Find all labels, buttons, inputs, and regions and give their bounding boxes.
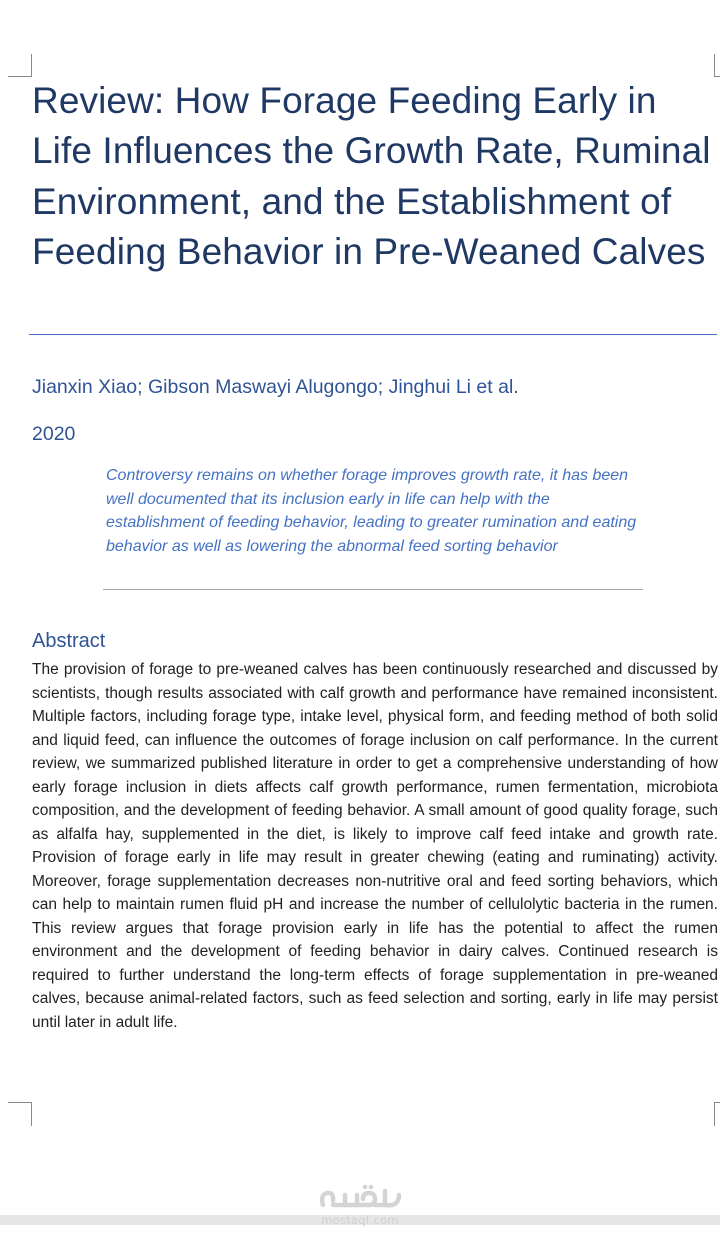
intense-quote: Controversy remains on whether forage improves growth rate, it has been well documented that its inclusion early in life can help with the establishment of feeding behavior, leading to greater rumination and eating behavior as well as lowering the abnormal feed sorting behavior — [106, 467, 637, 555]
abstract-heading: Abstract — [32, 630, 106, 652]
crop-mark-top-left — [8, 54, 32, 77]
document-title: Review: How Forage Feeding Early in Life Influences the Growth Rate, Ruminal Environment, and the Establishment of Feeding Behavior in Pre-Weaned Calves — [32, 80, 711, 273]
title-divider — [29, 334, 717, 335]
watermark-text: mostaql.com — [321, 1213, 399, 1227]
document-year: 2020 — [32, 423, 76, 445]
abstract-text: The provision of forage to pre-weaned calves has been continuously researched and discussed by scientists, though results associated with calf growth and performance have remained inconsistent. Multiple factors, including forage type, intake level, physical form, and feeding method of both solid and liquid feed, can influence the outcomes of forage inclusion on calf performance. In the current review, we summarized published literature in order to get a comprehensive understanding of how early forage inclusion in diets affects calf growth performance, rumen fermentation, microbiota composition, and the development of feeding behavior. A small amount of good quality forage, such as alfalfa hay, supplemented in the diet, is likely to improve calf feed intake and growth rate. Provision of forage early in life may result in greater chewing (eating and ruminating) activity. Moreover, forage supplementation decreases non-nutritive oral and feed sorting behaviors, which can help to maintain rumen fluid pH and increase the number of cellulolytic bacteria in the rumen. This review argues that forage provision early in life has the potential to affect the rumen environment and the development of feeding behavior in dairy calves. Continued research is required to further understand the long-term effects of forage supplementation in pre-weaned calves, because animal-related factors, such as feed selection and sorting, early in life may persist until later in adult life. — [32, 661, 718, 1031]
page-footer-bar — [0, 1215, 720, 1225]
crop-mark-top-right — [714, 54, 720, 77]
document-authors: Jianxin Xiao; Gibson Maswayi Alugongo; Jinghui Li et al. — [32, 376, 519, 398]
quote-divider — [103, 589, 643, 590]
crop-mark-bottom-left — [8, 1102, 32, 1126]
crop-mark-bottom-right — [714, 1102, 720, 1126]
